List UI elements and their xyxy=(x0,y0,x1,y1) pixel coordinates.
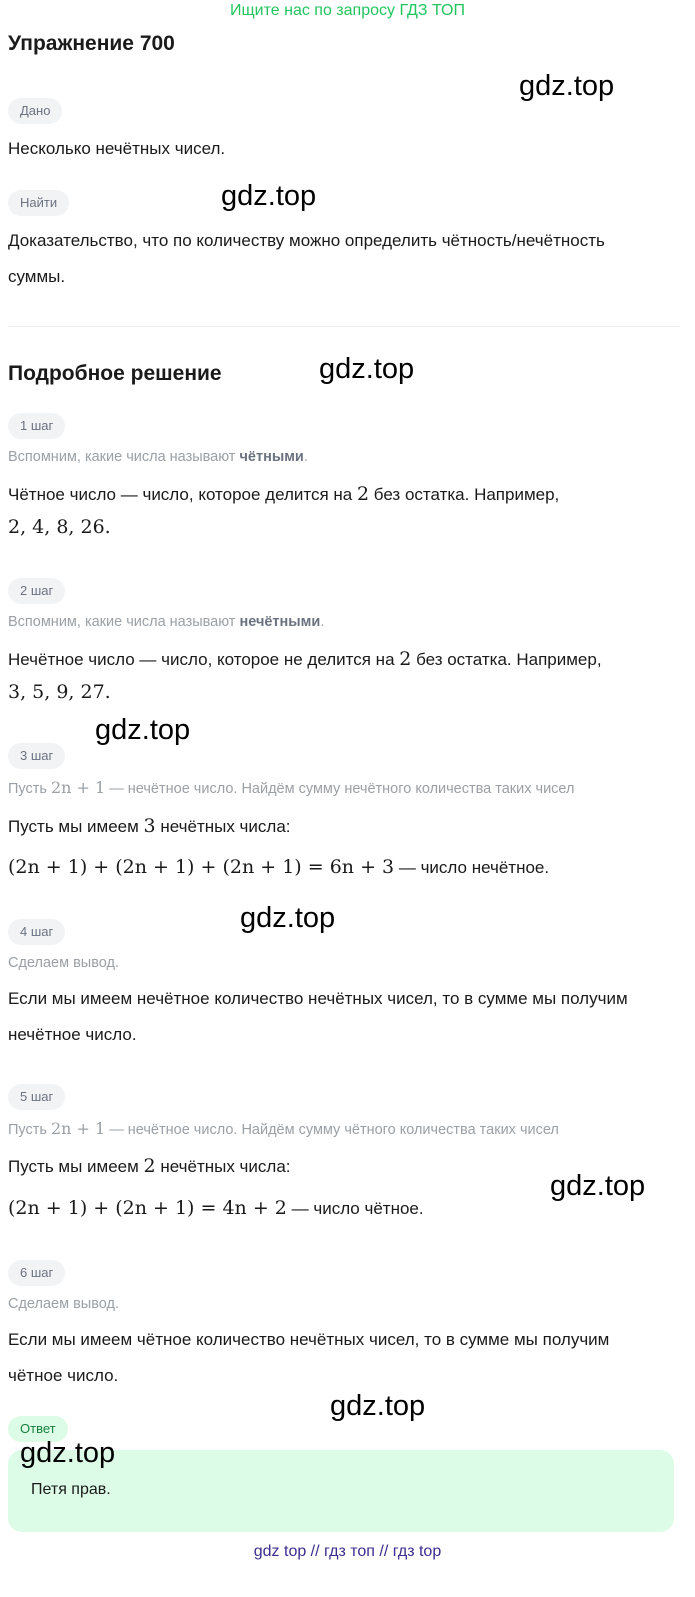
watermark: gdz.top xyxy=(319,353,415,385)
step-6-text xyxy=(8,1322,680,1394)
answer-badge: Ответ xyxy=(8,1416,68,1442)
step-4-line1: Если мы имеем нечётное количество нечётных чисел, то в сумме мы получим xyxy=(8,989,628,1008)
hint-text: Вспомним, какие числа называют xyxy=(8,614,240,630)
hint-text: Вспомним, какие числа называют xyxy=(8,449,240,465)
footer-link-3[interactable]: гдз top xyxy=(392,1543,442,1560)
step-3-hint xyxy=(8,778,574,797)
step-5-line xyxy=(8,1148,680,1185)
watermark: gdz.top xyxy=(240,902,336,934)
section-divider xyxy=(8,326,680,327)
find-text-line1: Доказательство, что по количеству можно определить чётность/нечётность xyxy=(8,231,605,250)
step-2-math: 3, 5, 9, 27. xyxy=(8,681,111,703)
footer-separator: // xyxy=(306,1543,325,1560)
hint-bold: чётными xyxy=(239,449,304,465)
watermark: gdz.top xyxy=(95,714,191,746)
step-6-line2: чётное число. xyxy=(8,1366,119,1385)
math-number: 3 xyxy=(143,815,156,837)
find-text-line2: суммы. xyxy=(8,267,66,286)
exercise-title: Упражнение 700 xyxy=(8,32,175,55)
hint-end: . xyxy=(320,614,325,630)
step-6-hint: Сделаем вывод. xyxy=(8,1296,120,1312)
find-text xyxy=(8,223,680,295)
step-6-line1: Если мы имеем чётное количество нечётных чисел, то в сумме мы получим xyxy=(8,1330,610,1349)
text-part: нечётных числа: xyxy=(155,817,291,836)
footer-link-1[interactable]: gdz top xyxy=(253,1543,307,1560)
step-2-line xyxy=(8,641,680,678)
watermark: gdz.top xyxy=(550,1170,646,1202)
text-part: Пусть мы имеем xyxy=(8,1157,144,1176)
hint-math: 2n + 1 xyxy=(50,778,106,797)
step-4-text xyxy=(8,981,680,1053)
given-text: Несколько нечётных чисел. xyxy=(8,139,226,158)
step-3-equation xyxy=(8,856,549,878)
math-number: 2 xyxy=(143,1155,156,1177)
math-number: 2 xyxy=(356,483,370,505)
text-part: без остатка. Например, xyxy=(369,485,560,504)
step-5-badge: 5 шаг xyxy=(8,1084,65,1110)
step-3-badge: 3 шаг xyxy=(8,743,65,769)
solution-title: Подробное решение xyxy=(8,362,222,385)
step-4-line2: нечётное число. xyxy=(8,1025,137,1044)
step-2-hint xyxy=(8,614,324,630)
text-part: Пусть мы имеем xyxy=(8,817,144,836)
watermark: gdz.top xyxy=(330,1390,426,1422)
text-part: без остатка. Например, xyxy=(411,650,602,669)
hint-text: — нечётное число. Найдём сумму нечётного количества таких чисел xyxy=(105,781,575,797)
hint-text: — нечётное число. Найдём сумму чётного количества таких чисел xyxy=(105,1122,559,1138)
step-2-badge: 2 шаг xyxy=(8,578,65,604)
hint-end: . xyxy=(303,449,308,465)
step-4-badge: 4 шаг xyxy=(8,919,65,945)
hint-text: Пусть xyxy=(8,781,51,797)
find-badge: Найти xyxy=(8,190,69,216)
footer-separator: // xyxy=(374,1543,393,1560)
answer-text: Петя прав. xyxy=(31,1481,111,1498)
step-6-badge: 6 шаг xyxy=(8,1260,65,1286)
watermark: gdz.top xyxy=(519,70,615,102)
step-4-hint: Сделаем вывод. xyxy=(8,955,120,971)
text-part: нечётных числа: xyxy=(155,1157,291,1176)
hint-text: Пусть xyxy=(8,1122,51,1138)
watermark: gdz.top xyxy=(20,1437,116,1469)
step-1-line xyxy=(8,476,680,513)
hint-bold: нечётными xyxy=(239,614,321,630)
hint-math: 2n + 1 xyxy=(50,1119,106,1138)
equation: (2n + 1) + (2n + 1) = 4n + 2 xyxy=(8,1197,287,1219)
search-banner[interactable]: Ищите нас по запросу ГДЗ ТОП xyxy=(230,2,465,19)
step-1-math: 2, 4, 8, 26. xyxy=(8,516,111,538)
math-number: 2 xyxy=(399,648,412,670)
step-1-badge: 1 шаг xyxy=(8,413,65,439)
equation-tail: — число нечётное. xyxy=(394,858,550,877)
text-part: Чётное число — число, которое делится на xyxy=(8,485,357,504)
text-part: Нечётное число — число, которое не делится на xyxy=(8,650,400,669)
footer-links xyxy=(0,1543,695,1561)
given-badge: Дано xyxy=(8,98,62,124)
step-5-equation xyxy=(8,1197,424,1219)
equation: (2n + 1) + (2n + 1) + (2n + 1) = 6n + 3 xyxy=(8,856,395,878)
watermark: gdz.top xyxy=(221,180,317,212)
step-1-hint xyxy=(8,449,308,465)
equation-tail: — число чётное. xyxy=(286,1199,424,1218)
step-3-line xyxy=(8,808,680,845)
footer-link-2[interactable]: гдз топ xyxy=(324,1543,375,1560)
step-5-hint xyxy=(8,1119,559,1138)
